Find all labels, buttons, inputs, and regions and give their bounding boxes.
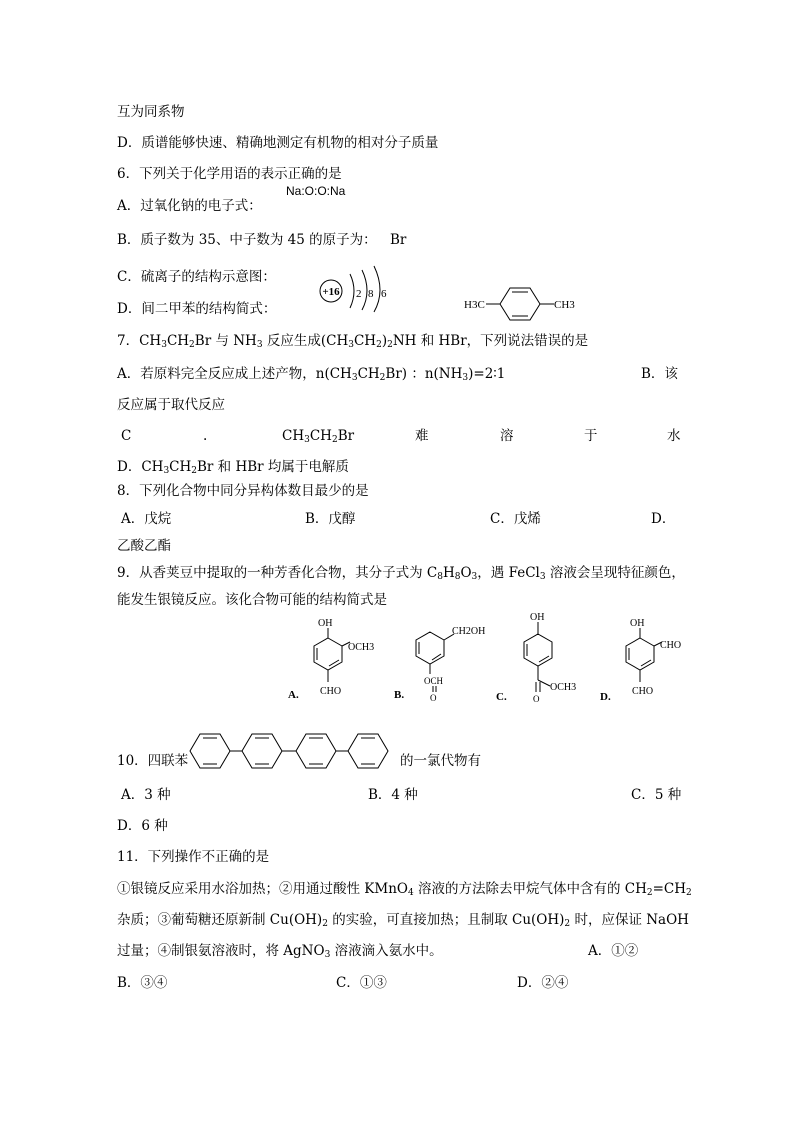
quaterphenyl-structure xyxy=(186,726,400,776)
option-7b-cont: 反应属于取代反应 xyxy=(117,397,225,413)
option-5d: D．质谱能够快速、精确地测定有机物的相对分子质量 xyxy=(117,135,439,151)
structure-9c xyxy=(494,606,604,704)
text-line: 互为同系物 xyxy=(117,104,185,120)
question-8: 8．下列化合物中同分异构体数目最少的是 xyxy=(117,483,369,499)
shell-arc xyxy=(350,274,354,308)
methyl-left: H3C xyxy=(464,299,485,311)
svg-text:OCH3: OCH3 xyxy=(550,682,577,693)
svg-text:B.: B. xyxy=(394,689,405,701)
sulfide-ion-diagram xyxy=(316,262,396,308)
structure-9a xyxy=(284,612,394,704)
option-10a: A．3 种 xyxy=(121,787,171,803)
option-7c-formula: $CH_3CH_2Br$ xyxy=(282,428,355,445)
methyl-right: CH3 xyxy=(554,299,575,311)
svg-text:D.: D. xyxy=(600,691,611,703)
option-8a: A．戊烷 xyxy=(121,511,172,527)
shell-arc xyxy=(362,270,367,310)
option-8c: C．戊烯 xyxy=(490,511,541,527)
peroxide-formula: Na:O:O:Na xyxy=(286,184,346,198)
option-7c-word: 难 xyxy=(415,428,429,444)
shell-count: 6 xyxy=(381,288,387,300)
question-11-line2: 杂质；③葡萄糖还原新制 $Cu(OH)_2$ 的实验，可直接加热；且制取 $Cu(OH)_2$ 时，应保证 NaOH xyxy=(117,912,689,929)
svg-text:A.: A. xyxy=(288,689,299,701)
svg-text:CHO: CHO xyxy=(660,640,682,651)
shell-arc xyxy=(374,266,380,312)
option-8d: D． xyxy=(651,511,676,527)
option-11b: B．③④ xyxy=(117,975,168,991)
option-7b: B．该 xyxy=(641,366,678,382)
question-9-cont: 能发生银镜反应。该化合物可能的结构简式是 xyxy=(117,592,387,608)
svg-text:C.: C. xyxy=(496,691,507,703)
question-11-line1: ①银镜反应采用水浴加热；②用通过酸性 KMnO$_4$ 溶液的方法除去甲烷气体中含有的 $CH_2=CH_2$ xyxy=(117,881,692,898)
option-11c: C．①③ xyxy=(336,975,387,991)
question-6: 6．下列关于化学用语的表示正确的是 xyxy=(117,166,342,182)
question-7: 7．$CH_3CH_2Br$ 与 $NH_3$ 反应生成$(CH_3CH_2)_2NH$ 和 HBr，下列说法错误的是 xyxy=(117,333,589,350)
question-11: 11．下列操作不正确的是 xyxy=(117,849,270,865)
option-7c-word: 溶 xyxy=(500,428,514,444)
svg-text:CHO: CHO xyxy=(320,686,342,697)
option-11d: D．②④ xyxy=(517,975,569,991)
svg-text:OH: OH xyxy=(630,618,645,629)
option-8d-cont: 乙酸乙酯 xyxy=(117,538,171,554)
option-7a: A．若原料完全反应成上述产物，$n(CH_3CH_2Br)$ ：$n(NH_3)=2∶1$ xyxy=(117,366,506,383)
option-6c: C．硫离子的结构示意图： xyxy=(117,269,276,285)
option-8b: B．戊醇 xyxy=(305,511,356,527)
option-6d: D．间二甲苯的结构简式： xyxy=(117,301,277,317)
option-7c-dot: . xyxy=(203,428,208,444)
svg-text:O: O xyxy=(533,694,540,704)
nucleus-charge: +16 xyxy=(322,286,340,298)
svg-text:OCH: OCH xyxy=(424,676,444,686)
option-6a: A．过氧化钠的电子式： xyxy=(117,198,262,214)
br-symbol: Br xyxy=(390,232,407,248)
option-7d: D．$CH_3CH_2Br$ 和 HBr 均属于电解质 xyxy=(117,459,349,476)
option-7c-c: C xyxy=(121,428,132,444)
svg-text:OH: OH xyxy=(318,618,333,629)
option-7c-word: 水 xyxy=(667,428,681,444)
shell-count: 2 xyxy=(356,288,362,300)
option-7c-word: 于 xyxy=(584,428,598,444)
question-9: 9．从香荚豆中提取的一种芳香化合物，其分子式为 $C_8H_8O_3$，遇 FeCl$_3$ 溶液会呈现特征颜色， xyxy=(117,565,685,582)
xylene-structure xyxy=(462,283,582,327)
svg-text:OCH3: OCH3 xyxy=(348,642,375,653)
svg-text:O: O xyxy=(430,693,437,703)
option-10c: C．5 种 xyxy=(631,787,682,803)
question-11-line3: 过量；④制银氨溶液时，将 AgNO$_3$ 溶液滴入氨水中。 xyxy=(117,943,443,960)
option-10d: D．6 种 xyxy=(117,818,168,834)
svg-text:OH: OH xyxy=(530,612,545,623)
question-10-cont: 的一氯代物有 xyxy=(400,753,481,769)
structure-9d xyxy=(598,612,708,704)
svg-text:CHO: CHO xyxy=(632,686,654,697)
structure-9b xyxy=(392,612,502,704)
option-10b: B．4 种 xyxy=(368,787,418,803)
option-6b: B．质子数为 35、中子数为 45 的原子为： xyxy=(117,232,377,248)
shell-count: 8 xyxy=(368,288,374,300)
svg-text:CH2OH: CH2OH xyxy=(452,626,486,637)
option-11a: A．①② xyxy=(588,943,639,959)
question-10: 10．四联苯 xyxy=(117,753,189,769)
